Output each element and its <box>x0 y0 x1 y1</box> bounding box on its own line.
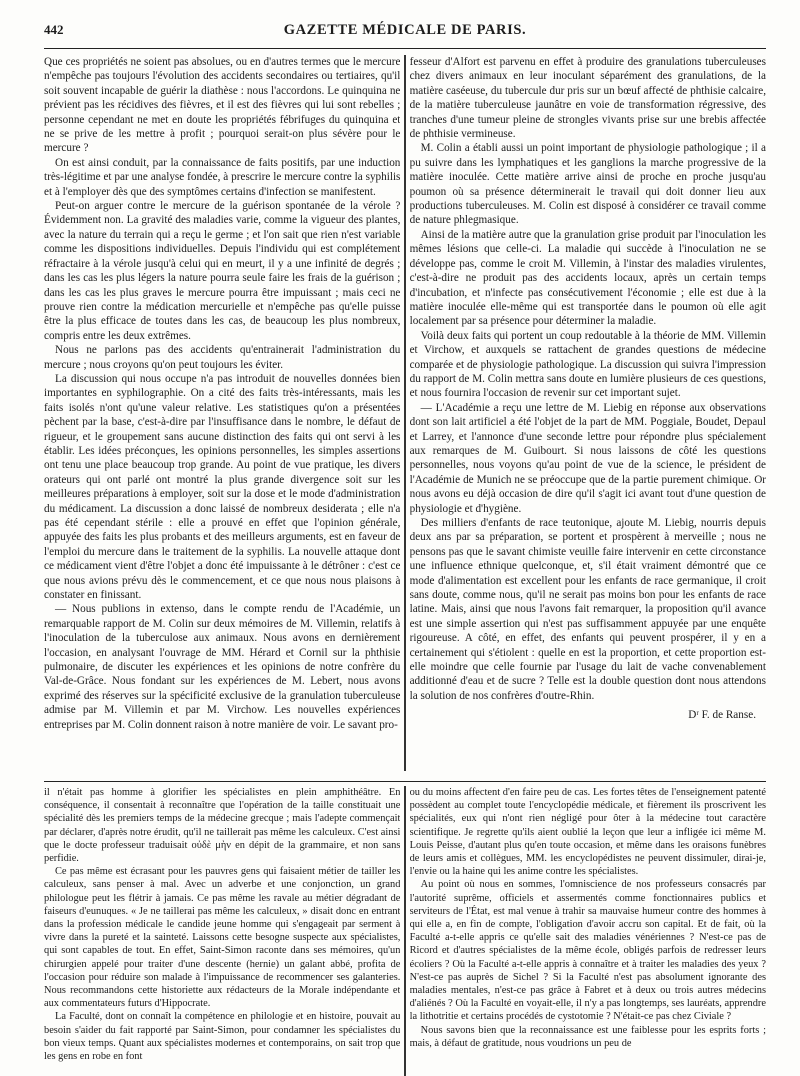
top-section <box>44 55 766 771</box>
top-left-column <box>44 55 400 771</box>
paragraph: Peut-on arguer contre le mercure de la guérison spontanée de la vérole ? Évidemment non. La gravité des maladies varie, comme la vigueur des plantes, avec la nature du terrain qui a reçu le germe ; et l'on sait que rien n'est variable comme les dispositions individuelles. Depuis l'individu qui est complétement réfractaire à la vérole jusqu'à celui qui en meurt, il y a une infinité de degrés ; dans les cas les plus légers la nature pourra seule faire les frais de la guérison ; dans les cas les plus graves le mercure pourra être impuissant ; mais ceci ne prouve rien contre la médication mercurielle et n'empêche pas qu'elle puisse être la plus efficace de toutes dans les cas, de beaucoup les plus nombreux, compris entre les deux extrêmes. <box>44 200 401 342</box>
paragraph: — L'Académie a reçu une lettre de M. Liebig en réponse aux observations dont son lait artificiel a été l'objet de la part de MM. Poggiale, Boudet, Depaul et Larrey, et l'annonce d'une seconde lettre pour répondre plus spécialement aux remarques de M. Guibourt. Si nous laissons de côté les questions personnelles, nous voyons qu'au point de vue de la science, le président de l'Académie de Munich ne se préoccupe que de la partie purement chimique. Or nous avons eu déjà occasion de dire qu'il s'agit ici avant tout d'une question de physiologie et d'hygiène. <box>409 401 766 515</box>
paragraph: Ainsi de la matière autre que la granulation grise produit par l'inoculation les mêmes lésions que celle-ci. La maladie qui succède à l'inoculation ne se développe pas, comme le croit M. Villemin, à l'instar des maladies virulentes, c'est-à-dire ne produit pas des accidents locaux, après un certain temps d'incubation, et n'infecte pas consécutivement l'économie ; elle est due à la matière inoculée elle-même qui est transportée dans le poumon où elle agit localement par sa présence pour déterminer la maladie. <box>409 228 766 328</box>
paragraph: La discussion qui nous occupe n'a pas introduit de nouvelles données bien importantes en syphilographie. On a cité des faits très-intéressants, mais les faits isolés n'ont qu'une valeur relative. Les statistiques qu'on a présentées pèchent par la base, c'est-à-dire par l'insuffisance dans le nombre, le défaut de rigueur, et le groupement sans aucune distinction des faits qui ont servi à les établir. Les idées préconçues, les opinions personnelles, les simples assertions ont tenu une place beaucoup trop grande. Au point de vue pratique, les divers orateurs qui ont parlé ont montré la plus grande divergence soit sur les meilleures préparations à employer, soit sur la dose et le mode d'administration du médicament. La discussion a donc laissé de nombreux desiderata ; elle n'a pas été cependant stérile : elle a prouvé en effet que l'opinion générale, appuyée des faits les plus probants et des meilleurs arguments, est en faveur de l'emploi du mercure dans le traitement de la syphilis. La nouvelle attaque dont ce médicament vient d'être l'objet a donc été impuissante à le détrôner : c'est ce que nous avions prévu dès le commencement, et ce que nous nous plaisons à constater en finissant. <box>44 372 401 602</box>
top-right-column <box>410 55 766 771</box>
section-divider <box>44 781 766 782</box>
journal-title: GAZETTE MÉDICALE DE PARIS. <box>283 22 527 38</box>
paragraph: Nous ne parlons pas des accidents qu'entrainerait l'administration du mercure ; nous croyons qu'on peut toujours les éviter. <box>44 344 401 371</box>
paragraph: Nous savons bien que la reconnaissance est une faiblesse pour les esprits forts ; mais, à défaut de gratitude, nous voudrions un peu de <box>409 1024 766 1049</box>
bottom-left-column <box>44 786 400 1076</box>
paragraph: Ce pas même est écrasant pour les pauvres gens qui faisaient métier de tailler les calculeux, sans penser à mal. Avec un adverbe et une conjonction, un grand philologue peut les flétrir à jamais. Ce pas même les ravale au métier dégradant de faiseurs d'eunuques. « Je ne taillerai pas même les calculeux, » disait donc en entrant dans la profession médicale le candide jeune homme qui s'engageait par serment à vivre dans la pureté et la sainteté. Laissons cette besogne suspecte aux spécialistes, qui sont capables de tout. En effet, Saint-Simon raconte dans ses mémoires, qu'un chirurgien appelé pour traiter d'une descente (hernie) un galant abbé, profita de l'occasion pour réduire son malade à l'impuissance de recommencer ses galanteries. Nous recommandons cette historiette aux rédacteurs de la Morale indépendante et aux commentateurs futurs d'Hippocrate. <box>44 866 401 1010</box>
paragraph: il n'était pas homme à glorifier les spécialistes en plein amphithéâtre. En conséquence, il consentait à reconnaître que l'opération de la taille constituait une spécialité dès les premiers temps de la médecine grecque ; mais l'adepte commençait par déclarer, d'après notre érudit, qu'il ne taillerait pas même les calculeux. C'est ainsi que le docte professeur traduisait οὐδὲ μὴν en dépit de la grammaire, et non sans perfidie. <box>44 787 401 865</box>
page-header <box>44 22 766 49</box>
author-signature: Dʳ F. de Ranse. <box>688 709 756 722</box>
column-rule <box>404 786 405 1076</box>
bottom-right-column <box>410 786 766 1076</box>
page-number: 442 <box>44 22 64 37</box>
paragraph: Des milliers d'enfants de race teutonique, ajoute M. Liebig, nourris depuis deux ans par sa préparation, se portent et prospèrent à merveille ; nous ne pensons pas que le savant chimiste veuille faire intervenir en cette circonstance une influence ethnique quelconque, et, s'il était vraiment démontré que ce mode d'alimentation est excellent pour les enfants de race germanique, il croit sans doute, comme nous, qu'il ne serait pas moins bon pour les enfants de race latine. Mais, ainsi que nous l'avons fait remarquer, la proposition qu'il avance est une simple assertion qui n'est pas suffisamment appuyée par une enquête rigoureuse. A côté, en effet, des enfants qui peuvent prospérer, il y en a certainement qui s'étiolent : quelle en est la proportion, et cette proportion est-elle moindre que celle fournie par l'usage du lait de vache convenablement additionné d'eau et de sucre ? Telle est la double question dont nous attendons la solution de nos confrères d'outre-Rhin. <box>409 517 766 702</box>
paragraph: Voilà deux faits qui portent un coup redoutable à la théorie de MM. Villemin et Virchow, et auxquels se rattachent de grandes questions de médecine comparée et de physiologie pathologique. La discussion qui suivra l'impression du rapport de M. Colin mettra sans doute en lumière plusieurs de ces questions, et nous fournira l'occasion de revenir sur cet important sujet. <box>409 329 766 400</box>
paragraph: M. Colin a établi aussi un point important de physiologie pathologique ; il a pu suivre dans les lymphatiques et les ganglions la marche progressive de la matière inoculée. Cette matière arrive ainsi de proche en proche jusqu'au poumon où sa présence déterminerait le travail qui doit donner lieu aux productions tuberculeuses. M. Colin est disposé à considérer ce travail comme de nature phlegmasique. <box>409 142 766 227</box>
paragraph: Au point où nous en sommes, l'omniscience de nos professeurs consacrés par l'autorité suprême, officiels et assermentés comme fonctionnaires publics et serviteurs de l'État, est mal venue à trahir sa mauvaise humeur contre des hommes à qui elle a, en fin de compte, l'obligation d'avoir accru son capital. Et de fait, où la Faculté a-t-elle appris ce qu'elle sait des maladies vénériennes ? N'est-ce pas de Ricord et d'autres spécialistes de la même école, obligés parfois de redresser leurs écoliers ? Où la Faculté a-t-elle appris à connaître et à traiter les maladies des yeux ? N'est-ce pas auprès de Sichel ? Si la Faculté n'est pas absolument ignorante des maladies mentales, n'est-ce pas grâce à Fabret et à deux ou trois autres médecins d'aliénés ? Où la Faculté en voyait-elle, il n'y a pas longtemps, ses lauréats, apprendre la lithotritie et certains procédés de cystotomie ? N'était-ce pas chez Civiale ? <box>409 879 766 1023</box>
feuilleton-section <box>44 786 766 1076</box>
paragraph: — Nous publions in extenso, dans le compte rendu de l'Académie, un remarquable rapport de M. Colin sur deux mémoires de M. Villemin, relatifs à l'inoculation de la tuberculose aux animaux. Nous avons en dernièrement l'occasion, en analysant l'ouvrage de MM. Hérard et Cornil sur la phthisie pulmonaire, de discuter les expériences et les opinions de notre confrère du Val-de-Grâce. Nous fondant sur les expériences de M. Lebert, nous avons exprimé des réserves sur la spécificité exclusive de la granulation tuberculeuse admise par M. Villemin et par M. Virchow. Les nouvelles expériences entreprises par M. Colin donnent raison à notre manière de voir. Le savant pro- <box>44 603 401 731</box>
paragraph: On est ainsi conduit, par la connaissance de faits positifs, par une induction très-légitime et par une analyse fondée, à prescrire le mercure contre la syphilis et à l'employer dès que des symptômes certains d'infection se manifestent. <box>44 156 401 198</box>
paragraph: fesseur d'Alfort est parvenu en effet à produire des granulations tuberculeuses chez divers animaux en leur inoculant séparément des granulations, de la matière caséeuse, du tubercule dur pris sur un bœuf affecté de phthisie calcaire, de la matière tuberculeuse jaunâtre en voie de transformation régressive, des tranches d'une tumeur pleine de strongles vivants prise sur une brebis affectée de phthisie vermineuse. <box>409 56 766 141</box>
paragraph: La Faculté, dont on connaît la compétence en philologie et en histoire, pouvait au besoin s'aider du fait rapporté par Saint-Simon, pour condamner les spécialistes du bon vieux temps. Quant aux spécialistes modernes et contemporains, on sait trop que les gens en robe en font <box>44 1011 401 1063</box>
paragraph: ou du moins affectent d'en faire peu de cas. Les fortes têtes de l'enseignement patenté possèdent au complet toute l'encyclopédie médicale, et fièrement ils proscrivent les spécialités, eux qui n'ont rien négligé pour ôter à la médecine tout caractère scientifique. Je regrette qu'ils aient oublié la leçon que leur a infligée ici même M. Louis Peisse, d'autant plus qu'en toute occasion, et même dans les oraisons funèbres de leurs amis et collègues, MM. les encyclopédistes ne peuvent dissimuler, dirai-je, l'envie ou la haine qui les anime contre les spécialistes. <box>409 787 766 878</box>
paragraph: Que ces propriétés ne soient pas absolues, ou en d'autres termes que le mercure n'empêche pas toujours l'évolution des accidents secondaires ou tertiaires, qu'il soit souvent incapable de guérir la diathèse : nous l'accordons. Le quinquina ne prévient pas les récidives des fièvres, et il est des fièvres qui lui sont rebelles ; personne cependant ne met en doute les propriétés fébrifuges du quinquina et ne se prive de les mettre à profit ; pourquoi serait-on plus sévère pour le mercure ? <box>44 56 401 155</box>
column-rule <box>404 55 405 771</box>
